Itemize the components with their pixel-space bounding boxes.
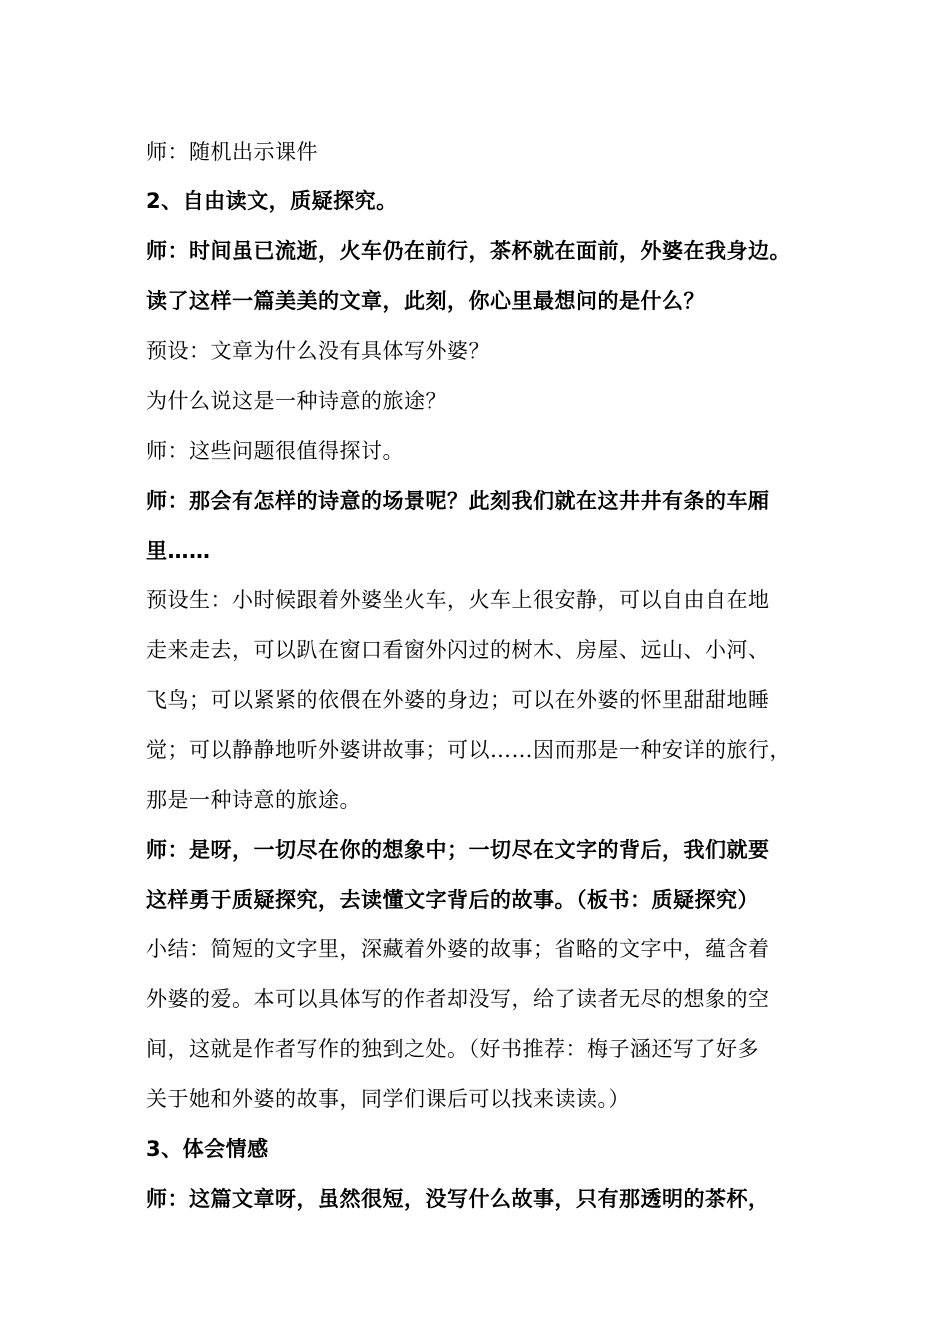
text-line: 师：这些问题很值得探讨。	[146, 439, 404, 463]
text-line: 师：时间虽已流逝，火车仍在前行，茶杯就在面前，外婆在我身边。	[146, 239, 791, 263]
text-line: 预设：文章为什么没有具体写外婆？	[146, 339, 490, 363]
text-line: 师：那会有怎样的诗意的场景呢？此刻我们就在这井井有条的车厢	[146, 489, 770, 513]
text-line: 觉；可以静静地听外婆讲故事；可以……因而那是一种安详的旅行，	[146, 738, 791, 762]
section-heading: 3、体会情感	[146, 1137, 269, 1161]
text-line: 外婆的爱。本可以具体写的作者却没写，给了读者无尽的想象的空	[146, 987, 770, 1011]
text-line: 里……	[146, 539, 211, 563]
text-line: 关于她和外婆的故事，同学们课后可以找来读读。）	[146, 1087, 630, 1111]
text-line: 师：随机出示课件	[146, 140, 318, 164]
text-line: 飞鸟；可以紧紧的依偎在外婆的身边；可以在外婆的怀里甜甜地睡	[146, 688, 770, 712]
text-line: 这样勇于质疑探究，去读懂文字背后的故事。（板书：质疑探究）	[146, 888, 759, 912]
text-line: 小结：简短的文字里，深藏着外婆的故事；省略的文字中，蕴含着	[146, 937, 770, 961]
text-line: 读了这样一篇美美的文章，此刻，你心里最想问的是什么？	[146, 289, 705, 313]
text-line: 间，这就是作者写作的独到之处。（好书推荐：梅子涵还写了好多	[146, 1037, 759, 1061]
text-line: 师：这篇文章呀，虽然很短，没写什么故事，只有那透明的茶杯，	[146, 1187, 770, 1211]
text-line: 预设生：小时候跟着外婆坐火车，火车上很安静，可以自由自在地	[146, 588, 770, 612]
text-line: 那是一种诗意的旅途。	[146, 788, 361, 812]
text-line: 为什么说这是一种诗意的旅途？	[146, 389, 447, 413]
section-heading: 2、自由读文，质疑探究。	[146, 189, 398, 213]
text-line: 走来走去，可以趴在窗口看窗外闪过的树木、房屋、远山、小河、	[146, 638, 770, 662]
text-line: 师：是呀，一切尽在你的想象中；一切尽在文字的背后，我们就要	[146, 838, 770, 862]
